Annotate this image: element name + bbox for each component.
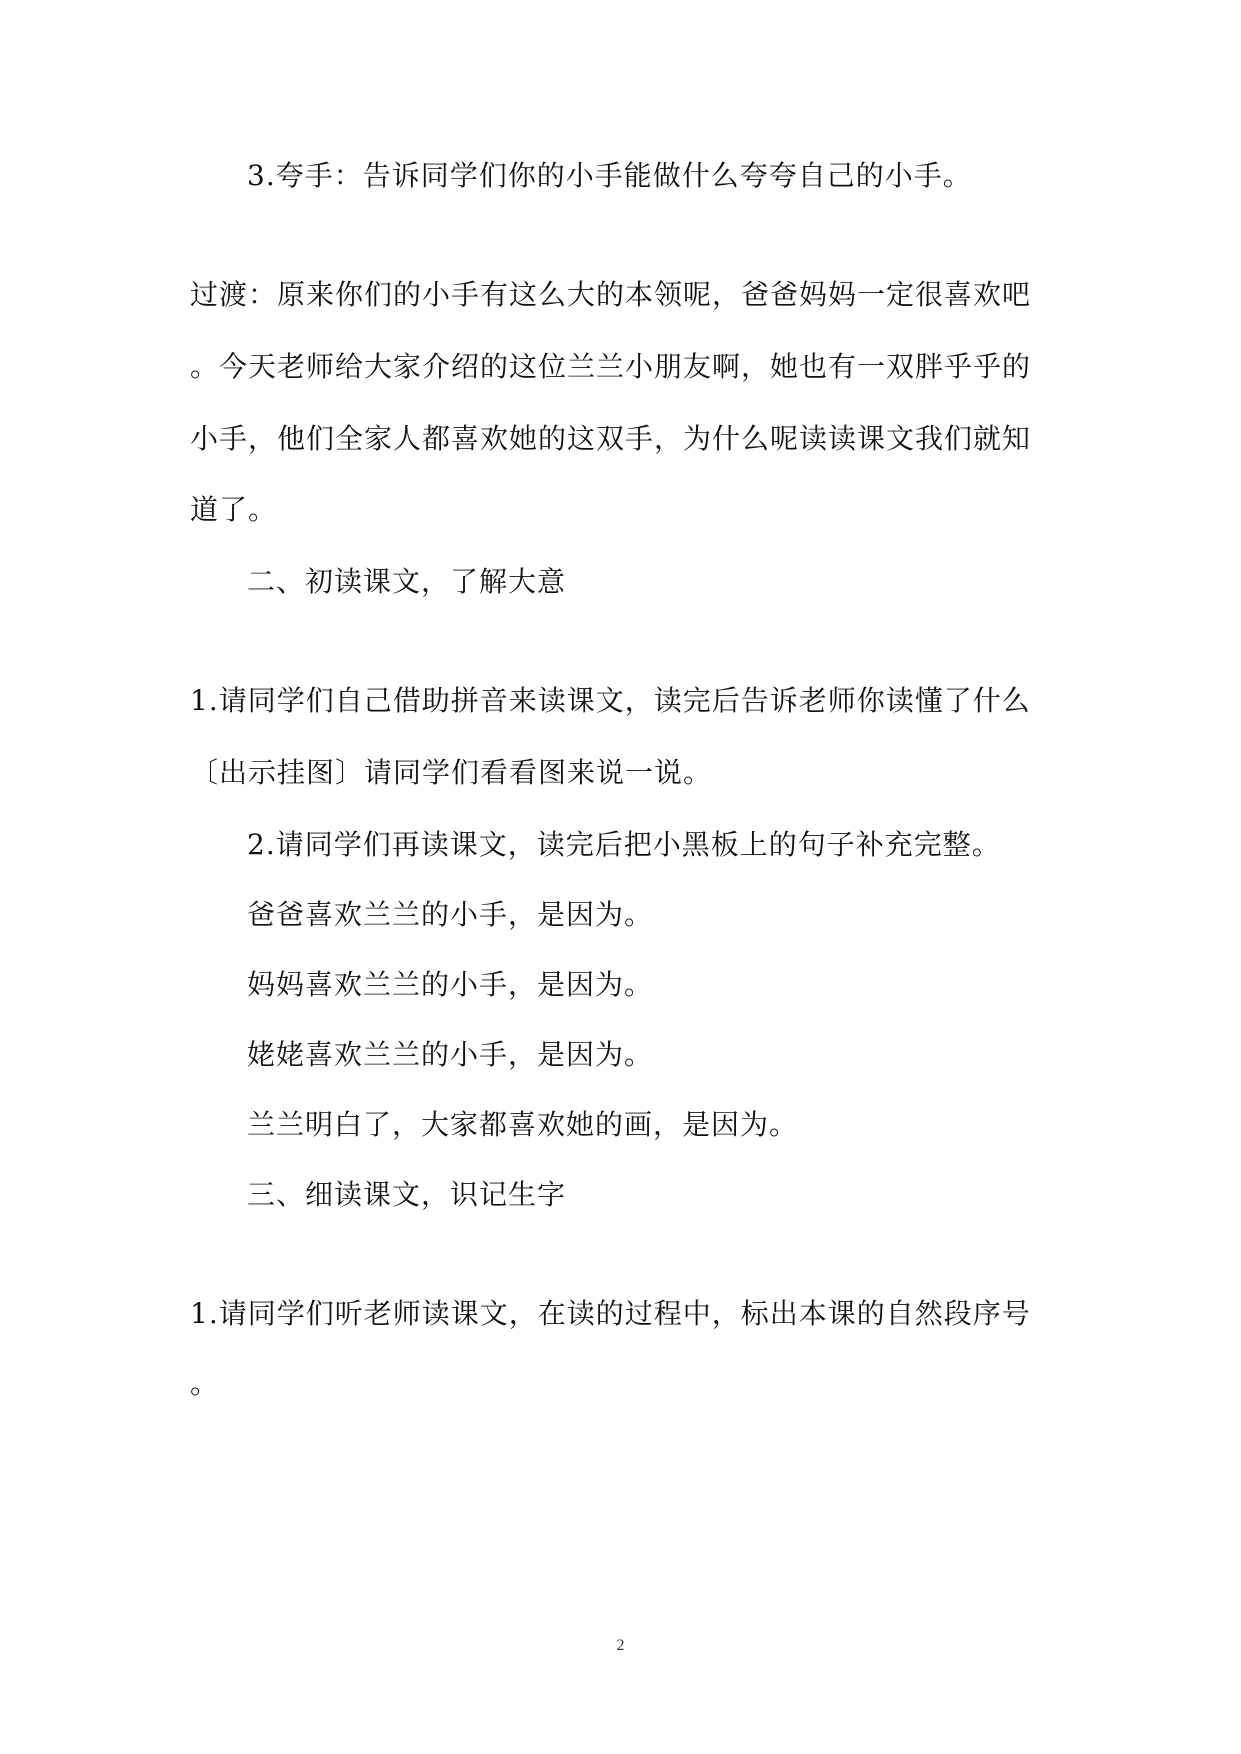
listen-instruction-line-2: 。 <box>190 1367 220 1400</box>
reading-instruction-line-2: 〔出示挂图〕请同学们看看图来说一说。 <box>190 756 713 789</box>
section-heading-first-reading: 二、初读课文，了解大意 <box>247 565 567 598</box>
page-number: 2 <box>616 1637 625 1654</box>
sentence-blank-lanlan: 兰兰明白了，大家都喜欢她的画，是因为。 <box>247 1108 799 1141</box>
transition-line-2: 。今天老师给大家介绍的这位兰兰小朋友啊，她也有一双胖乎乎的 <box>190 350 1032 383</box>
paragraph-praise-hands: 3.夸手：告诉同学们你的小手能做什么夸夸自己的小手。 <box>247 159 972 192</box>
reading-instruction-line-1: 1.请同学们自己借助拼音来读课文，读完后告诉老师你读懂了什么 <box>190 684 1031 717</box>
sentence-blank-father: 爸爸喜欢兰兰的小手，是因为。 <box>247 898 654 931</box>
sentence-blank-mother: 妈妈喜欢兰兰的小手，是因为。 <box>247 968 654 1001</box>
transition-line-1: 过渡：原来你们的小手有这么大的本领呢，爸爸妈妈一定很喜欢吧 <box>190 278 1032 311</box>
reread-instruction: 2.请同学们再读课文，读完后把小黑板上的句子补充完整。 <box>247 828 1001 861</box>
transition-line-4: 道了。 <box>190 493 278 526</box>
transition-line-3: 小手，他们全家人都喜欢她的这双手，为什么呢读读课文我们就知 <box>190 422 1032 455</box>
section-heading-close-reading: 三、细读课文，识记生字 <box>247 1178 567 1211</box>
sentence-blank-grandma: 姥姥喜欢兰兰的小手，是因为。 <box>247 1038 654 1071</box>
listen-instruction-line-1: 1.请同学们听老师读课文，在读的过程中，标出本课的自然段序号 <box>190 1297 1031 1330</box>
